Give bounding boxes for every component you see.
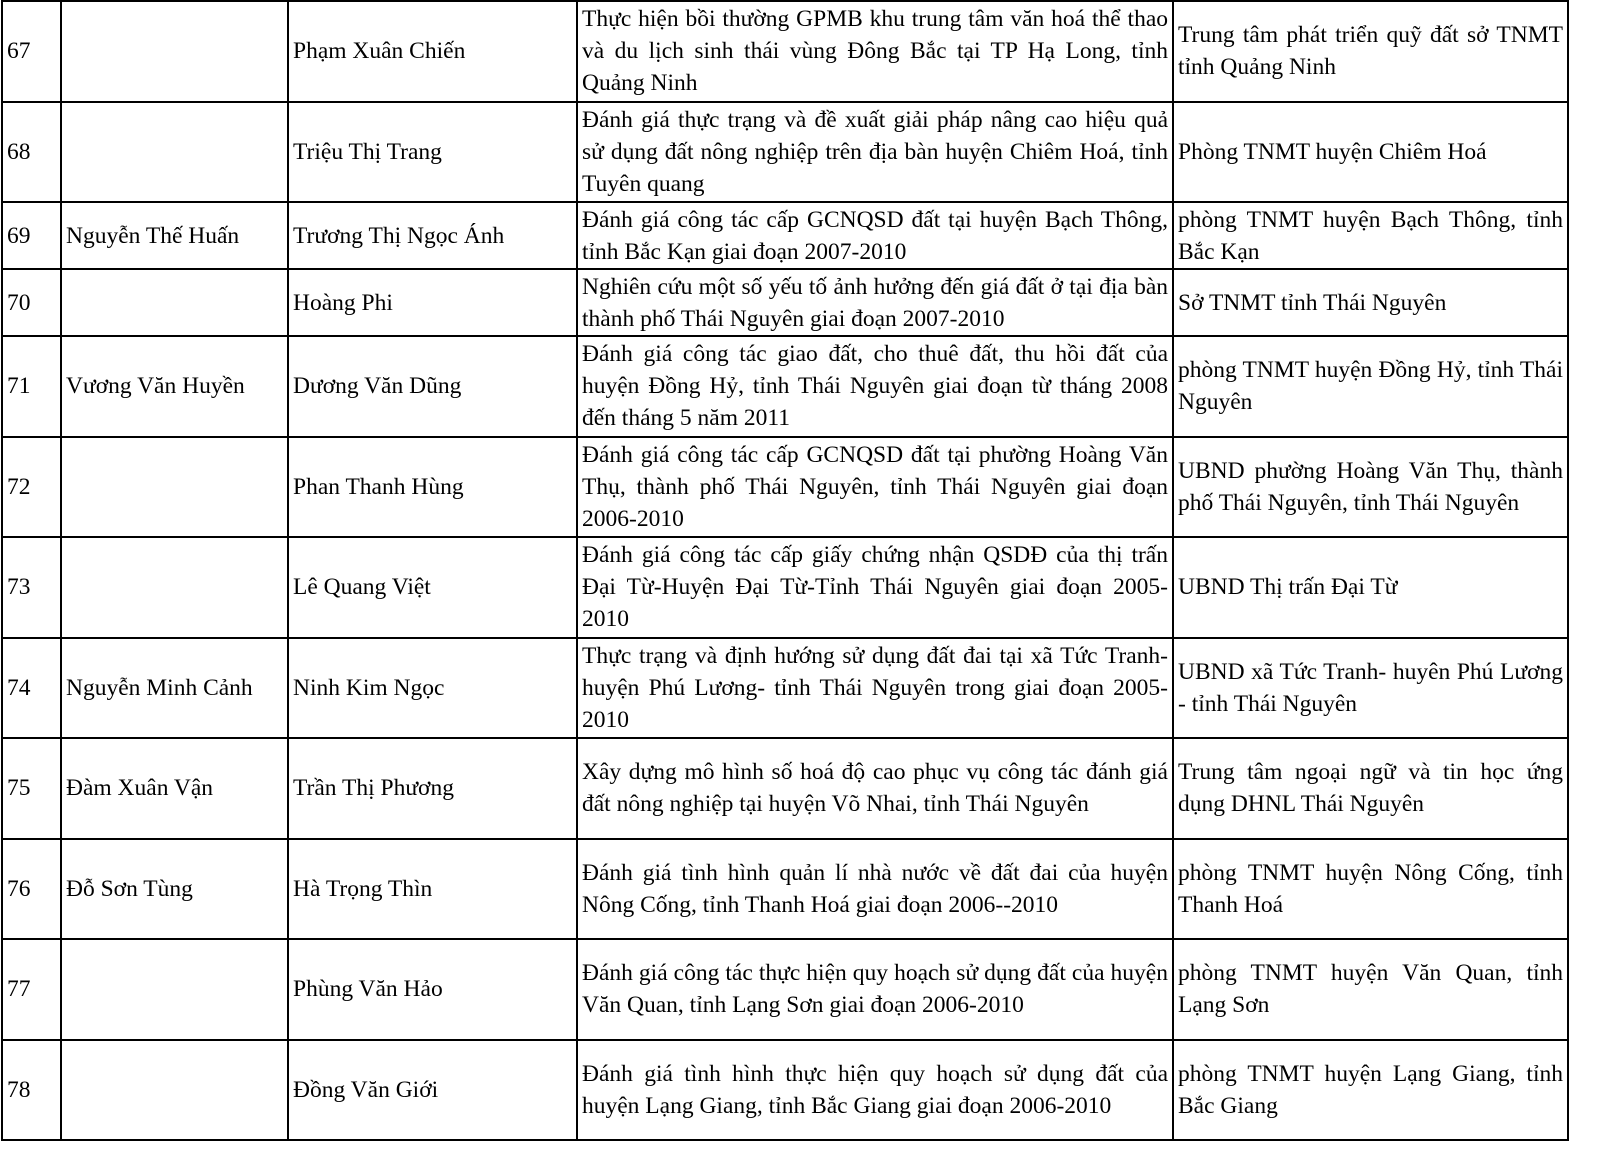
table-row: [2, 202, 1568, 269]
row-number: 78: [2, 1040, 61, 1141]
supervisor-cell: [61, 1, 288, 102]
supervisor-cell: [61, 437, 288, 538]
supervisor-cell: Đàm Xuân Vận: [61, 738, 288, 839]
place-cell: phòng TNMT huyện Đồng Hỷ, tỉnh Thái Nguyên: [1173, 336, 1568, 437]
table-row: [2, 1, 1568, 102]
table-row: [2, 269, 1568, 336]
place-cell: Sở TNMT tỉnh Thái Nguyên: [1173, 269, 1568, 336]
table-row: [2, 638, 1568, 739]
row-number: 76: [2, 839, 61, 940]
supervisor-cell: [61, 1040, 288, 1141]
row-number: 77: [2, 939, 61, 1040]
supervisor-cell: [61, 537, 288, 638]
student-cell: Trương Thị Ngọc Ánh: [288, 202, 577, 269]
topic-cell: Đánh giá công tác giao đất, cho thuê đất, thu hồi đất của huyện Đồng Hỷ, tỉnh Thái Nguyên giai đoạn từ tháng 2008 đến tháng 5 năm 2011: [577, 336, 1173, 437]
student-cell: Hoàng Phi: [288, 269, 577, 336]
topic-cell: Đánh giá thực trạng và đề xuất giải pháp nâng cao hiệu quả sử dụng đất nông nghiệp trên địa bàn huyện Chiêm Hoá, tỉnh Tuyên quang: [577, 102, 1173, 203]
row-number: 71: [2, 336, 61, 437]
supervisor-cell: Vương Văn Huyền: [61, 336, 288, 437]
place-cell: phòng TNMT huyện Văn Quan, tỉnh Lạng Sơn: [1173, 939, 1568, 1040]
topic-cell: Đánh giá công tác cấp GCNQSD đất tại huyện Bạch Thông, tỉnh Bắc Kạn giai đoạn 2007-2010: [577, 202, 1173, 269]
topic-cell: Đánh giá tình hình quản lí nhà nước về đất đai của huyện Nông Cống, tỉnh Thanh Hoá giai đoạn 2006--2010: [577, 839, 1173, 940]
table-row: [2, 939, 1568, 1040]
topic-cell: Đánh giá công tác cấp GCNQSD đất tại phường Hoàng Văn Thụ, thành phố Thái Nguyên, tỉnh Thái Nguyên giai đoạn 2006-2010: [577, 437, 1173, 538]
place-cell: Phòng TNMT huyện Chiêm Hoá: [1173, 102, 1568, 203]
supervisor-cell: Đỗ Sơn Tùng: [61, 839, 288, 940]
topic-cell: Đánh giá tình hình thực hiện quy hoạch sử dụng đất của huyện Lạng Giang, tỉnh Bắc Giang giai đoạn 2006-2010: [577, 1040, 1173, 1141]
row-number: 70: [2, 269, 61, 336]
row-number: 68: [2, 102, 61, 203]
supervisor-cell: [61, 939, 288, 1040]
student-cell: Trần Thị Phương: [288, 738, 577, 839]
table-row: [2, 336, 1568, 437]
supervisor-cell: [61, 269, 288, 336]
row-number: 72: [2, 437, 61, 538]
table-row: [2, 102, 1568, 203]
student-cell: Đồng Văn Giới: [288, 1040, 577, 1141]
table-row: [2, 839, 1568, 940]
student-cell: Phùng Văn Hảo: [288, 939, 577, 1040]
table-row: [2, 738, 1568, 839]
table-row: [2, 537, 1568, 638]
place-cell: Trung tâm ngoại ngữ và tin học ứng dụng DHNL Thái Nguyên: [1173, 738, 1568, 839]
thesis-table: [1, 0, 1569, 1141]
topic-cell: Thực hiện bồi thường GPMB khu trung tâm văn hoá thể thao và du lịch sinh thái vùng Đông Bắc tại TP Hạ Long, tỉnh Quảng Ninh: [577, 1, 1173, 102]
topic-cell: Thực trạng và định hướng sử dụng đất đai tại xã Tức Tranh- huyện Phú Lương- tỉnh Thái Nguyên trong giai đoạn 2005-2010: [577, 638, 1173, 739]
table-row: [2, 1040, 1568, 1141]
student-cell: Dương Văn Dũng: [288, 336, 577, 437]
student-cell: Hà Trọng Thìn: [288, 839, 577, 940]
student-cell: Lê Quang Việt: [288, 537, 577, 638]
topic-cell: Đánh giá công tác cấp giấy chứng nhận QSDĐ của thị trấn Đại Từ-Huyện Đại Từ-Tỉnh Thái Nguyên giai đoạn 2005-2010: [577, 537, 1173, 638]
place-cell: UBND xã Tức Tranh- huyên Phú Lương - tỉnh Thái Nguyên: [1173, 638, 1568, 739]
row-number: 75: [2, 738, 61, 839]
supervisor-cell: [61, 102, 288, 203]
place-cell: phòng TNMT huyện Lạng Giang, tỉnh Bắc Giang: [1173, 1040, 1568, 1141]
place-cell: UBND phường Hoàng Văn Thụ, thành phố Thái Nguyên, tỉnh Thái Nguyên: [1173, 437, 1568, 538]
topic-cell: Đánh giá công tác thực hiện quy hoạch sử dụng đất của huyện Văn Quan, tỉnh Lạng Sơn giai đoạn 2006-2010: [577, 939, 1173, 1040]
place-cell: phòng TNMT huyện Bạch Thông, tỉnh Bắc Kạn: [1173, 202, 1568, 269]
row-number: 67: [2, 1, 61, 102]
row-number: 69: [2, 202, 61, 269]
supervisor-cell: Nguyễn Minh Cảnh: [61, 638, 288, 739]
place-cell: phòng TNMT huyện Nông Cống, tỉnh Thanh Hoá: [1173, 839, 1568, 940]
row-number: 73: [2, 537, 61, 638]
student-cell: Phan Thanh Hùng: [288, 437, 577, 538]
student-cell: Triệu Thị Trang: [288, 102, 577, 203]
row-number: 74: [2, 638, 61, 739]
place-cell: Trung tâm phát triển quỹ đất sở TNMT tỉnh Quảng Ninh: [1173, 1, 1568, 102]
student-cell: Ninh Kim Ngọc: [288, 638, 577, 739]
student-cell: Phạm Xuân Chiến: [288, 1, 577, 102]
topic-cell: Xây dựng mô hình số hoá độ cao phục vụ công tác đánh giá đất nông nghiệp tại huyện Võ Nhai, tỉnh Thái Nguyên: [577, 738, 1173, 839]
place-cell: UBND Thị trấn Đại Từ: [1173, 537, 1568, 638]
table-row: [2, 437, 1568, 538]
supervisor-cell: Nguyễn Thế Huấn: [61, 202, 288, 269]
topic-cell: Nghiên cứu một số yếu tố ảnh hưởng đến giá đất ở tại địa bàn thành phố Thái Nguyên giai đoạn 2007-2010: [577, 269, 1173, 336]
